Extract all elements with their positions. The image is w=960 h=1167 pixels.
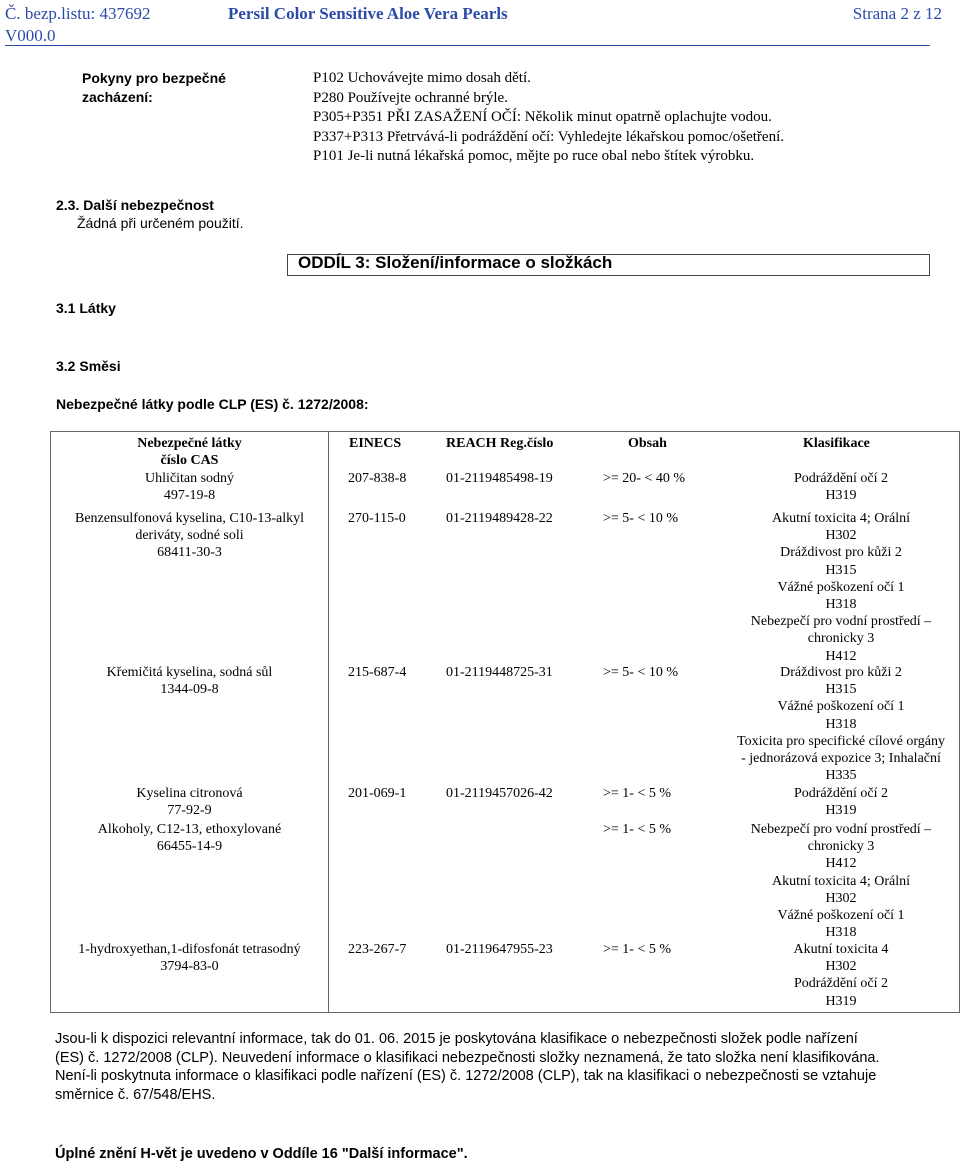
header-reach: REACH Reg.číslo — [446, 436, 554, 451]
substance-name: Křemičitá kyselina, sodná sůl — [106, 665, 273, 680]
substance-name: Alkoholy, C12-13, ethoxylované — [97, 822, 282, 837]
content-range: >= 1- < 5 % — [603, 786, 672, 801]
reach-number: 01-2119489428-22 — [446, 511, 553, 526]
header-name: Nebezpečné látky — [137, 436, 242, 451]
handling-label-2: zacházení: — [82, 89, 153, 105]
column-divider — [328, 432, 329, 1012]
classification-line: H335 — [825, 768, 857, 784]
content-range: >= 5- < 10 % — [603, 511, 679, 526]
h-statements-note: Úplné znění H-vět je uvedeno v Oddíle 16 "Další informace". — [55, 1146, 468, 1162]
handling-statement: P337+P313 Přetrvává-li podráždění očí: Vyhledejte lékařskou pomoc/ošetření. — [313, 128, 784, 145]
einecs-number: 223-267-7 — [348, 942, 407, 957]
content-range: >= 20- < 40 % — [603, 471, 686, 486]
reach-number: 01-2119647955-23 — [446, 942, 553, 957]
classification-line: - jednorázová expozice 3; Inhalační — [741, 751, 941, 766]
cas-number: 1344-09-8 — [160, 682, 219, 698]
classification-line: H318 — [825, 716, 857, 732]
handling-label-1: Pokyny pro bezpečné — [82, 70, 226, 86]
sheet-number: Č. bezp.listu: 437692 — [5, 4, 151, 23]
content-range: >= 1- < 5 % — [603, 942, 672, 957]
classification-line: H315 — [825, 562, 857, 578]
classification-line: Podráždění očí 2 — [793, 786, 889, 801]
section-title: ODDÍL 3: Složení/informace o složkách — [298, 253, 613, 272]
other-hazard-text: Žádná při určeném použití. — [77, 215, 244, 231]
classification-line: Dráždivost pro kůži 2 — [780, 665, 902, 680]
content-range: >= 1- < 5 % — [603, 822, 672, 837]
clp-note-line: směrnice č. 67/548/EHS. — [55, 1086, 216, 1103]
classification-line: Akutní toxicita 4; Orální — [771, 873, 911, 889]
classification-line: H412 — [825, 856, 857, 872]
header-cas: číslo CAS — [160, 453, 219, 468]
section-bar — [287, 254, 930, 276]
classification-line: Vážné poškození očí 1 — [777, 908, 905, 923]
header-einecs: EINECS — [349, 436, 402, 451]
classification-line: Vážné poškození očí 1 — [777, 699, 905, 715]
other-hazard-heading: 2.3. Další nebezpečnost — [56, 197, 214, 213]
clp-note-line: (ES) č. 1272/2008 (CLP). Neuvedení informace o klasifikaci nebezpečnosti složky neznamená, že tato složka není klasifikována. — [55, 1049, 880, 1066]
classification-line: Toxicita pro specifické cílové orgány — [737, 733, 945, 749]
ingredients-table — [50, 431, 960, 1013]
clp-note-line: Není-li poskytnuta informace o klasifikaci podle nařízení (ES) č. 1272/2008 (CLP), tak na klasifikaci o nebezpečnosti se vztahuje — [55, 1068, 877, 1084]
cas-number: 68411-30-3 — [157, 545, 222, 561]
classification-line: H319 — [825, 488, 857, 504]
classification-line: chronicky 3 — [807, 839, 875, 855]
classification-line: Nebezpečí pro vodní prostředí – — [750, 614, 932, 630]
cas-number: 3794-83-0 — [160, 959, 219, 975]
handling-statement: P101 Je-li nutná lékařská pomoc, mějte po ruce obal nebo štítek výrobku. — [313, 148, 755, 164]
classification-line: H302 — [825, 959, 857, 975]
header-rule — [5, 45, 930, 46]
classification-line: chronicky 3 — [807, 631, 875, 647]
classification-line: H302 — [825, 890, 857, 906]
substance-name: Benzensulfonová kyselina, C10-13-alkyl — [74, 511, 304, 526]
classification-line: H318 — [825, 925, 857, 941]
classification-line: Podráždění očí 2 — [793, 471, 889, 486]
page-number: Strana 2 z 12 — [852, 4, 942, 23]
reach-number: 01-2119485498-19 — [446, 471, 553, 486]
einecs-number: 201-069-1 — [348, 786, 407, 801]
handling-statement: P102 Uchovávejte mimo dosah dětí. — [313, 70, 531, 86]
version: V000.0 — [5, 26, 56, 45]
content-range: >= 5- < 10 % — [603, 665, 679, 680]
reach-number: 01-2119457026-42 — [446, 786, 553, 801]
classification-line: H412 — [825, 648, 857, 664]
clp-note-line: Jsou-li k dispozici relevantní informace, tak do 01. 06. 2015 je poskytována klasifikace o nebezpečnosti složek podle nařízení — [55, 1031, 858, 1047]
classification-line: Nebezpečí pro vodní prostředí – — [750, 822, 932, 837]
einecs-number: 215-687-4 — [348, 665, 407, 680]
substances-heading: 3.1 Látky — [56, 300, 116, 316]
classification-line: Dráždivost pro kůži 2 — [780, 545, 902, 561]
classification-line: H302 — [825, 528, 857, 544]
classification-line: Vážné poškození očí 1 — [777, 579, 905, 595]
classification-line: Podráždění očí 2 — [793, 976, 889, 992]
classification-line: H319 — [825, 803, 857, 819]
substance-name: 1-hydroxyethan,1-difosfonát tetrasodný — [78, 942, 301, 957]
classification-line: Akutní toxicita 4 — [793, 942, 889, 957]
einecs-number: 207-838-8 — [348, 471, 407, 486]
substance-name: Kyselina citronová — [136, 786, 243, 801]
reach-number: 01-2119448725-31 — [446, 665, 553, 680]
clp-heading: Nebezpečné látky podle CLP (ES) č. 1272/2008: — [56, 396, 369, 412]
classification-line: Akutní toxicita 4; Orální — [771, 511, 911, 526]
header-classification: Klasifikace — [803, 436, 870, 451]
classification-line: H319 — [825, 993, 857, 1009]
classification-line: H315 — [825, 682, 857, 698]
handling-statement: P280 Používejte ochranné brýle. — [313, 89, 508, 106]
cas-number: 77-92-9 — [167, 803, 212, 819]
header-content: Obsah — [628, 436, 667, 451]
mixtures-heading: 3.2 Směsi — [56, 358, 121, 374]
handling-statement: P305+P351 PŘI ZASAŽENÍ OČÍ: Několik minut opatrně oplachujte vodou. — [313, 109, 772, 125]
clp-note — [55, 1030, 880, 1104]
substance-name: Uhličitan sodný — [144, 471, 235, 486]
classification-line: H318 — [825, 597, 857, 612]
cas-number: 497-19-8 — [163, 488, 216, 504]
product-name: Persil Color Sensitive Aloe Vera Pearls — [228, 4, 508, 23]
cas-number: 66455-14-9 — [156, 839, 223, 855]
substance-name: deriváty, sodné soli — [135, 528, 244, 544]
einecs-number: 270-115-0 — [348, 511, 406, 526]
